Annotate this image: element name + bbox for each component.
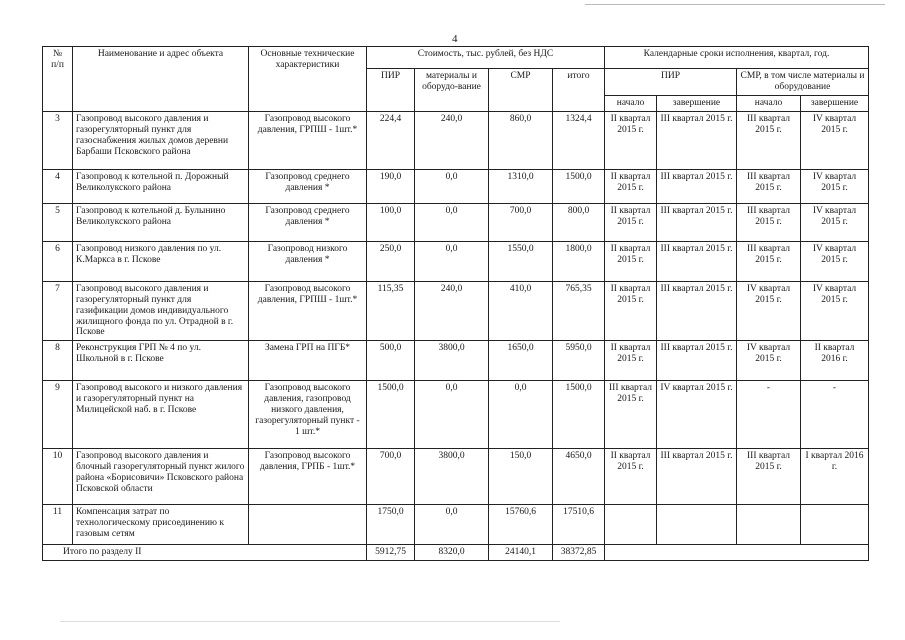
smr-end: IV квартал 2015 г. <box>801 203 869 241</box>
table-row <box>43 381 869 449</box>
pir-end: III квартал 2015 г. <box>657 241 737 281</box>
smr-start: III квартал 2015 г. <box>737 203 801 241</box>
pir-start: II квартал 2015 г. <box>605 111 657 169</box>
cost-total: 5950,0 <box>553 341 605 381</box>
row-number: 9 <box>43 381 73 449</box>
header-tech: Основные технические характеристики <box>249 47 367 112</box>
table-row <box>43 281 869 341</box>
cost-smr: 410,0 <box>489 281 553 341</box>
cost-total: 1500,0 <box>553 381 605 449</box>
pir-start: II квартал 2015 г. <box>605 169 657 203</box>
objects-table <box>42 46 869 561</box>
pir-end <box>657 505 737 545</box>
object-name: Газопровод низкого давления по ул. К.Маркса в г. Пскове <box>73 241 249 281</box>
scan-artifact-bottom <box>60 621 560 622</box>
table-row <box>43 505 869 545</box>
cost-pir: 190,0 <box>367 169 415 203</box>
tech-specs: Газопровод высокого давления, ГРПБ - 1шт.* <box>249 449 367 505</box>
cost-materials: 0,0 <box>415 203 489 241</box>
total-blank <box>605 545 869 561</box>
cost-smr: 150,0 <box>489 449 553 505</box>
pir-start: II квартал 2015 г. <box>605 203 657 241</box>
total-sum: 38372,85 <box>553 545 605 561</box>
table-row <box>43 111 869 169</box>
tech-specs: Замена ГРП на ПГБ* <box>249 341 367 381</box>
cost-materials: 0,0 <box>415 505 489 545</box>
object-name: Газопровод высокого давления и газорегуляторный пункт для газоснабжения жилых домов деревни Барбаши Псковского района <box>73 111 249 169</box>
page-number: 4 <box>452 33 458 45</box>
smr-end: - <box>801 381 869 449</box>
row-number: 3 <box>43 111 73 169</box>
smr-start: III квартал 2015 г. <box>737 241 801 281</box>
smr-start: IV квартал 2015 г. <box>737 281 801 341</box>
total-label: Итого по разделу II <box>43 545 367 561</box>
header-name: Наименование и адрес объекта <box>73 47 249 112</box>
smr-end <box>801 505 869 545</box>
cost-materials: 3800,0 <box>415 341 489 381</box>
cost-total: 1324,4 <box>553 111 605 169</box>
table-row <box>43 341 869 381</box>
header-num: № п/п <box>43 47 73 112</box>
smr-start: III квартал 2015 г. <box>737 169 801 203</box>
tech-specs: Газопровод среднего давления * <box>249 203 367 241</box>
pir-end: III квартал 2015 г. <box>657 449 737 505</box>
cost-total: 1800,0 <box>553 241 605 281</box>
cost-total: 4650,0 <box>553 449 605 505</box>
pir-start: II квартал 2015 г. <box>605 241 657 281</box>
header-cost: Стоимость, тыс. рублей, без НДС <box>367 47 605 69</box>
cost-pir: 224,4 <box>367 111 415 169</box>
smr-end: II квартал 2016 г. <box>801 341 869 381</box>
header-start-2: начало <box>737 95 801 111</box>
table-row <box>43 169 869 203</box>
pir-end: III квартал 2015 г. <box>657 203 737 241</box>
header-materials: материалы и оборудо-вание <box>415 69 489 112</box>
object-name: Газопровод высокого давления и блочный газорегуляторный пункт жилого района «Борисовичи» Псковского района Псковской области <box>73 449 249 505</box>
tech-specs <box>249 505 367 545</box>
object-name: Газопровод высокого и низкого давления и газорегуляторный пункт на Милицейской наб. в г. Пскове <box>73 381 249 449</box>
total-smr: 24140,1 <box>489 545 553 561</box>
cost-smr: 1650,0 <box>489 341 553 381</box>
smr-end: IV квартал 2015 г. <box>801 281 869 341</box>
object-name: Компенсация затрат по технологическому присоединению к газовым сетям <box>73 505 249 545</box>
cost-smr: 700,0 <box>489 203 553 241</box>
cost-total: 17510,6 <box>553 505 605 545</box>
smr-end: IV квартал 2015 г. <box>801 241 869 281</box>
cost-pir: 1500,0 <box>367 381 415 449</box>
pir-start: III квартал 2015 г. <box>605 381 657 449</box>
cost-smr: 1310,0 <box>489 169 553 203</box>
pir-end: IV квартал 2015 г. <box>657 381 737 449</box>
table-row <box>43 241 869 281</box>
header-end: завершение <box>657 95 737 111</box>
cost-pir: 250,0 <box>367 241 415 281</box>
header-total: итого <box>553 69 605 112</box>
total-materials: 8320,0 <box>415 545 489 561</box>
pir-end: III квартал 2015 г. <box>657 281 737 341</box>
pir-start: II квартал 2015 г. <box>605 449 657 505</box>
smr-end: I квартал 2016 г. <box>801 449 869 505</box>
pir-start: II квартал 2015 г. <box>605 341 657 381</box>
cost-pir: 500,0 <box>367 341 415 381</box>
total-pir: 5912,75 <box>367 545 415 561</box>
cost-materials: 0,0 <box>415 169 489 203</box>
row-number: 6 <box>43 241 73 281</box>
pir-end: III квартал 2015 г. <box>657 111 737 169</box>
cost-smr: 0,0 <box>489 381 553 449</box>
tech-specs: Газопровод среднего давления * <box>249 169 367 203</box>
cost-pir: 100,0 <box>367 203 415 241</box>
pir-end: III квартал 2015 г. <box>657 169 737 203</box>
table-row <box>43 203 869 241</box>
tech-specs: Газопровод низкого давления * <box>249 241 367 281</box>
cost-total: 800,0 <box>553 203 605 241</box>
header-pir: ПИР <box>367 69 415 112</box>
pir-end: III квартал 2015 г. <box>657 341 737 381</box>
row-number: 7 <box>43 281 73 341</box>
smr-start: IV квартал 2015 г. <box>737 341 801 381</box>
smr-end: IV квартал 2015 г. <box>801 169 869 203</box>
smr-start <box>737 505 801 545</box>
tech-specs: Газопровод высокого давления, ГРПШ - 1шт.* <box>249 111 367 169</box>
smr-start: - <box>737 381 801 449</box>
cost-materials: 0,0 <box>415 241 489 281</box>
header-smr: СМР <box>489 69 553 112</box>
cost-smr: 15760,6 <box>489 505 553 545</box>
table-row <box>43 449 869 505</box>
scan-artifact-top <box>585 4 885 5</box>
header-cal-smr: СМР, в том числе материалы и оборудование <box>737 69 869 96</box>
cost-materials: 3800,0 <box>415 449 489 505</box>
row-number: 4 <box>43 169 73 203</box>
cost-smr: 860,0 <box>489 111 553 169</box>
cost-pir: 700,0 <box>367 449 415 505</box>
pir-start <box>605 505 657 545</box>
cost-materials: 240,0 <box>415 111 489 169</box>
header-calendar: Календарные сроки исполнения, квартал, год. <box>605 47 869 69</box>
cost-total: 1500,0 <box>553 169 605 203</box>
row-number: 10 <box>43 449 73 505</box>
total-row <box>43 545 869 561</box>
object-name: Реконструкция ГРП № 4 по ул. Школьной в г. Пскове <box>73 341 249 381</box>
cost-pir: 1750,0 <box>367 505 415 545</box>
row-number: 11 <box>43 505 73 545</box>
row-number: 5 <box>43 203 73 241</box>
tech-specs: Газопровод высокого давления, газопровод низкого давления, газорегуляторный пункт - 1 шт.* <box>249 381 367 449</box>
cost-total: 765,35 <box>553 281 605 341</box>
smr-end: IV квартал 2015 г. <box>801 111 869 169</box>
cost-materials: 240,0 <box>415 281 489 341</box>
header-start: начало <box>605 95 657 111</box>
object-name: Газопровод к котельной п. Дорожный Великолукского района <box>73 169 249 203</box>
cost-pir: 115,35 <box>367 281 415 341</box>
header-cal-pir: ПИР <box>605 69 737 96</box>
header-end-2: завершение <box>801 95 869 111</box>
pir-start: II квартал 2015 г. <box>605 281 657 341</box>
smr-start: III квартал 2015 г. <box>737 111 801 169</box>
cost-materials: 0,0 <box>415 381 489 449</box>
object-name: Газопровод высокого давления и газорегуляторный пункт для газификации домов индивидуального жилищного фонда по ул. Отрадной в г. Пскове <box>73 281 249 341</box>
smr-start: III квартал 2015 г. <box>737 449 801 505</box>
cost-smr: 1550,0 <box>489 241 553 281</box>
object-name: Газопровод к котельной д. Булынино Великолукского района <box>73 203 249 241</box>
row-number: 8 <box>43 341 73 381</box>
tech-specs: Газопровод высокого давления, ГРПШ - 1шт.* <box>249 281 367 341</box>
